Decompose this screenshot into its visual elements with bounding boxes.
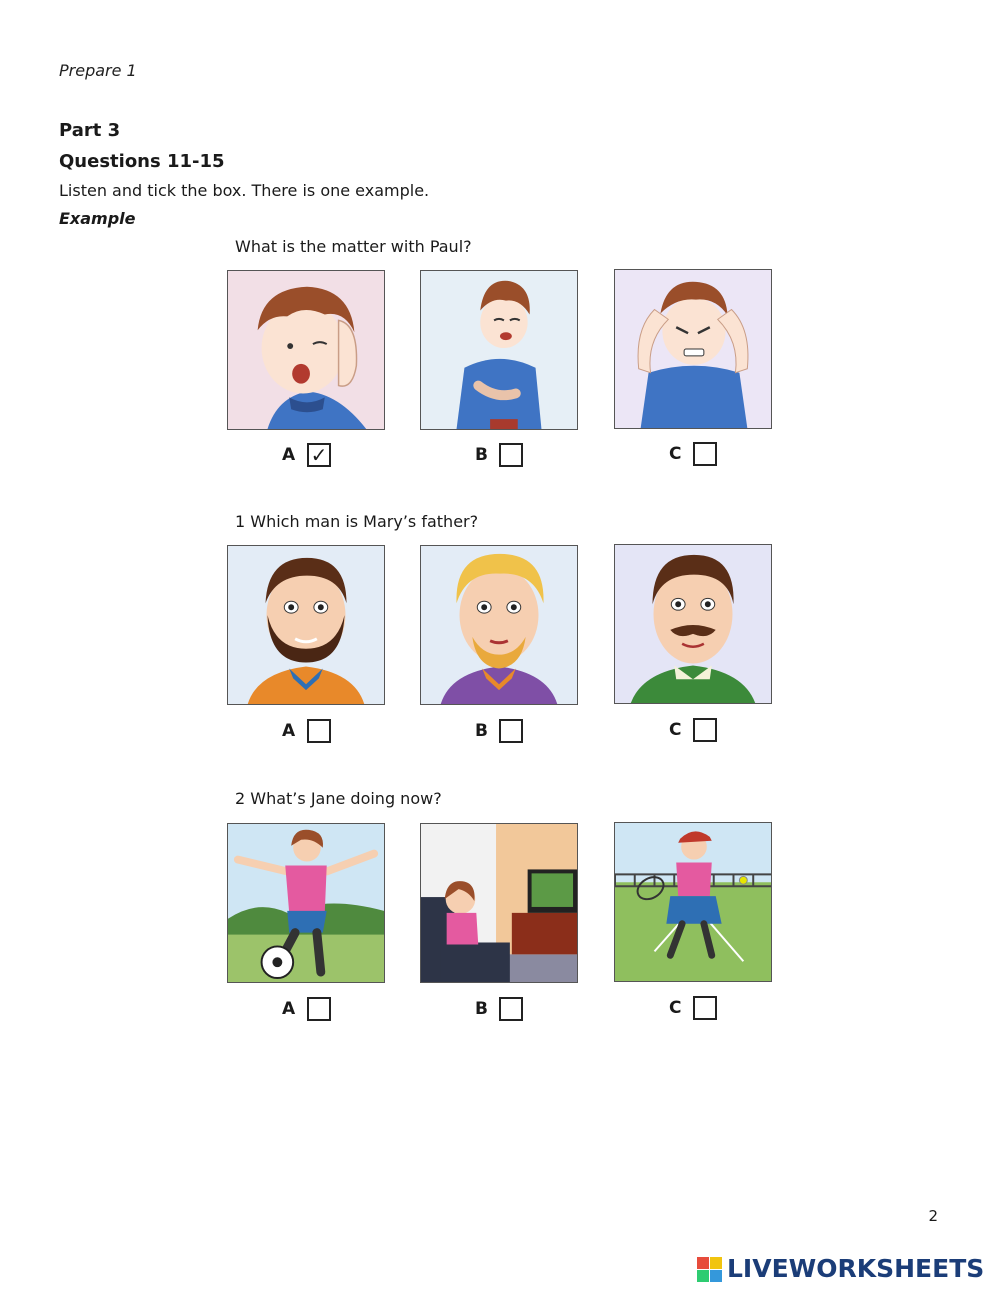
- question-2-text: 2 What’s Jane doing now?: [235, 789, 442, 808]
- instruction-text: Listen and tick the box. There is one example.: [59, 181, 430, 200]
- picture-man-moustache: [614, 544, 772, 704]
- example-label: Example: [59, 209, 136, 228]
- option-label-b: B: [475, 999, 488, 1019]
- brand-name: LIVEWORKSHEETS: [727, 1254, 985, 1283]
- option-label-c: C: [669, 998, 682, 1018]
- tick-box-example-a[interactable]: ✓: [307, 443, 331, 467]
- option-label-a: A: [282, 999, 296, 1019]
- picture-boy-earache: [227, 270, 385, 430]
- option-label-c: C: [669, 444, 682, 464]
- picture-girl-tennis: [614, 822, 772, 982]
- tick-box-example-c[interactable]: [693, 442, 717, 466]
- option-label-a: A: [282, 445, 296, 465]
- tick-box-example-b[interactable]: [499, 443, 523, 467]
- part-title: Part 3: [59, 120, 121, 141]
- option-label-a: A: [282, 721, 296, 741]
- picture-man-blond-beard: [420, 545, 578, 705]
- picture-girl-football: [227, 823, 385, 983]
- option-label-b: B: [475, 721, 488, 741]
- tick-box-q1-a[interactable]: [307, 719, 331, 743]
- picture-boy-headache: [614, 269, 772, 429]
- option-label-c: C: [669, 720, 682, 740]
- question-example-text: What is the matter with Paul?: [235, 237, 472, 256]
- tick-box-q1-b[interactable]: [499, 719, 523, 743]
- tick-box-q2-c[interactable]: [693, 996, 717, 1020]
- question-1-text: 1 Which man is Mary’s father?: [235, 512, 479, 531]
- picture-man-dark-beard: [227, 545, 385, 705]
- tick-box-q1-c[interactable]: [693, 718, 717, 742]
- liveworksheets-blocks-icon: [697, 1257, 723, 1283]
- questions-range: Questions 11-15: [59, 151, 225, 172]
- option-label-b: B: [475, 445, 488, 465]
- page-header: Prepare 1: [59, 61, 137, 80]
- tick-box-q2-a[interactable]: [307, 997, 331, 1021]
- liveworksheets-logo[interactable]: [697, 1254, 993, 1286]
- picture-girl-watching-tv: [420, 823, 578, 983]
- page-number: 2: [928, 1207, 938, 1225]
- tick-box-q2-b[interactable]: [499, 997, 523, 1021]
- picture-boy-stomachache: [420, 270, 578, 430]
